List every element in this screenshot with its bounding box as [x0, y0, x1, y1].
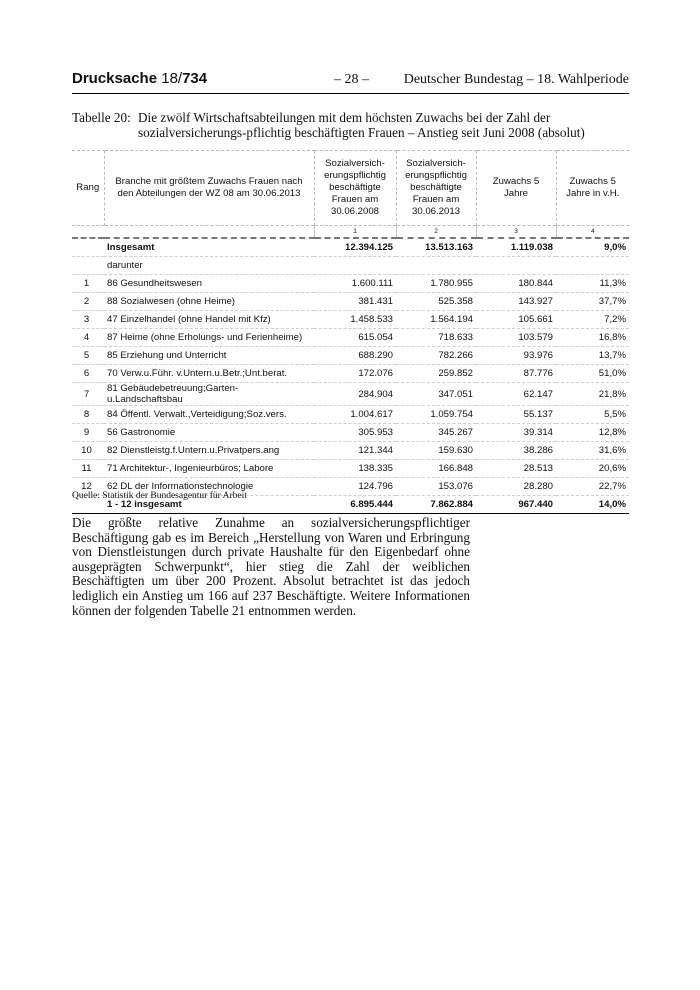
- row-branch: 81 Gebäudebetreuung;Garten-u.Landschaftsbau: [104, 383, 314, 406]
- sum-2013: 7.862.884: [396, 496, 476, 514]
- table-row: [72, 406, 629, 424]
- row-2013: 159.630: [396, 442, 476, 460]
- row-2008: 121.344: [314, 442, 396, 460]
- row-pct: 37,7%: [556, 293, 629, 311]
- table-row: [72, 442, 629, 460]
- row-diff: 87.776: [476, 365, 556, 383]
- doc-label: Drucksache: [72, 70, 158, 87]
- table-row: [72, 383, 629, 406]
- table-row: [72, 293, 629, 311]
- row-2008: 688.290: [314, 347, 396, 365]
- row-diff: 105.661: [476, 311, 556, 329]
- sum-2008: 6.895.444: [314, 496, 396, 514]
- row-2013: 166.848: [396, 460, 476, 478]
- row-branch: 88 Sozialwesen (ohne Heime): [104, 293, 314, 311]
- subheading-rank: [72, 257, 104, 275]
- row-pct: 5,5%: [556, 406, 629, 424]
- row-pct: 21,8%: [556, 383, 629, 406]
- row-pct: 51,0%: [556, 365, 629, 383]
- data-table: [72, 150, 629, 514]
- row-2013: 347.051: [396, 383, 476, 406]
- row-2013: 153.076: [396, 478, 476, 496]
- row-2008: 615.054: [314, 329, 396, 347]
- sum-label: 1 - 12 insgesamt: [104, 496, 314, 514]
- row-diff: 55.137: [476, 406, 556, 424]
- row-2013: 345.267: [396, 424, 476, 442]
- sum-diff: 967.440: [476, 496, 556, 514]
- row-2008: 138.335: [314, 460, 396, 478]
- table-row: [72, 329, 629, 347]
- header-rank: Rang: [72, 151, 104, 226]
- doc-number-prefix: 18/: [161, 70, 183, 87]
- table-row: [72, 275, 629, 293]
- table-source: Quelle: Statistik der Bundesagentur für Arbeit: [72, 491, 247, 501]
- row-diff: 143.927: [476, 293, 556, 311]
- col-number-blank: [104, 226, 314, 239]
- row-2008: 124.796: [314, 478, 396, 496]
- parliament-label: Deutscher Bundestag – 18. Wahlperiode: [403, 72, 629, 87]
- row-rank: 7: [72, 383, 104, 406]
- subheading-row: [72, 257, 629, 275]
- row-rank: 3: [72, 311, 104, 329]
- row-pct: 7,2%: [556, 311, 629, 329]
- table-caption-text: Die zwölf Wirtschaftsabteilungen mit dem höchsten Zuwachs bei der Zahl der sozialversicherungs-pflichtig beschäftigten Frauen – Anstieg seit Juni 2008 (absolut): [138, 110, 585, 140]
- total-pct: 9,0%: [556, 238, 629, 257]
- row-rank: 10: [72, 442, 104, 460]
- row-diff: 28.513: [476, 460, 556, 478]
- total-2013: 13.513.163: [396, 238, 476, 257]
- row-2013: 1.780.955: [396, 275, 476, 293]
- row-2008: 284.904: [314, 383, 396, 406]
- row-rank: 2: [72, 293, 104, 311]
- sum-pct: 14,0%: [556, 496, 629, 514]
- header-2013: Sozialversich-erungspflichtig beschäftigte Frauen am 30.06.2013: [396, 151, 476, 226]
- total-diff: 1.119.038: [476, 238, 556, 257]
- header-growth: Zuwachs 5 Jahre: [476, 151, 556, 226]
- row-2013: 718.633: [396, 329, 476, 347]
- subheading-label: darunter: [104, 257, 314, 275]
- row-branch: 86 Gesundheitswesen: [104, 275, 314, 293]
- table-row: [72, 460, 629, 478]
- row-pct: 11,3%: [556, 275, 629, 293]
- header-2008: Sozialversich-erungspflichtig beschäftigte Frauen am 30.06.2008: [314, 151, 396, 226]
- col-number: 3: [476, 226, 556, 239]
- row-diff: 103.579: [476, 329, 556, 347]
- table-caption-label: Tabelle 20:: [72, 110, 131, 125]
- page-number: – 28 –: [334, 72, 369, 87]
- header-growth-pct: Zuwachs 5 Jahre in v.H.: [556, 151, 629, 226]
- row-branch: 56 Gastronomie: [104, 424, 314, 442]
- row-diff: 38.286: [476, 442, 556, 460]
- row-pct: 13,7%: [556, 347, 629, 365]
- row-rank: 4: [72, 329, 104, 347]
- row-2013: 525.358: [396, 293, 476, 311]
- total-label: Insgesamt: [104, 238, 314, 257]
- row-pct: 31,6%: [556, 442, 629, 460]
- doc-id: [72, 70, 207, 87]
- row-diff: 39.314: [476, 424, 556, 442]
- row-branch: 62 DL der Informationstechnologie: [104, 478, 314, 496]
- row-rank: 9: [72, 424, 104, 442]
- row-diff: 28.280: [476, 478, 556, 496]
- row-rank: 1: [72, 275, 104, 293]
- row-rank: 12: [72, 478, 104, 496]
- row-2013: 782.266: [396, 347, 476, 365]
- row-branch: 82 Dienstleistg.f.Untern.u.Privatpers.ang: [104, 442, 314, 460]
- table-row: [72, 424, 629, 442]
- row-rank: 5: [72, 347, 104, 365]
- row-pct: 12,8%: [556, 424, 629, 442]
- col-number: 2: [396, 226, 476, 239]
- total-rank: [72, 238, 104, 257]
- row-2008: 1.600.111: [314, 275, 396, 293]
- row-branch: 71 Architektur-, Ingenieurbüros; Labore: [104, 460, 314, 478]
- total-2008: 12.394.125: [314, 238, 396, 257]
- row-2008: 381.431: [314, 293, 396, 311]
- col-number: 4: [556, 226, 629, 239]
- row-branch: 87 Heime (ohne Erholungs- und Ferienheime): [104, 329, 314, 347]
- row-2013: 259.852: [396, 365, 476, 383]
- row-pct: 16,8%: [556, 329, 629, 347]
- row-diff: 93.976: [476, 347, 556, 365]
- row-diff: 180.844: [476, 275, 556, 293]
- row-2013: 1.564.194: [396, 311, 476, 329]
- table-row: [72, 347, 629, 365]
- row-pct: 20,6%: [556, 460, 629, 478]
- row-2008: 1.004.617: [314, 406, 396, 424]
- total-row: [72, 238, 629, 257]
- row-2013: 1.059.754: [396, 406, 476, 424]
- row-rank: 11: [72, 460, 104, 478]
- header-branch: Branche mit größtem Zuwachs Frauen nach den Abteilungen der WZ 08 am 30.06.2013: [104, 151, 314, 226]
- row-pct: 22,7%: [556, 478, 629, 496]
- row-branch: 70 Verw.u.Führ. v.Untern.u.Betr.;Unt.berat.: [104, 365, 314, 383]
- row-diff: 62.147: [476, 383, 556, 406]
- doc-number-suffix: 734: [182, 70, 208, 87]
- row-branch: 84 Öffentl. Verwalt.,Verteidigung;Soz.vers.: [104, 406, 314, 424]
- row-2008: 305.953: [314, 424, 396, 442]
- col-number: 1: [314, 226, 396, 239]
- row-branch: 47 Einzelhandel (ohne Handel mit Kfz): [104, 311, 314, 329]
- col-number-blank: [72, 226, 104, 239]
- row-2008: 1.458.533: [314, 311, 396, 329]
- row-2008: 172.076: [314, 365, 396, 383]
- row-rank: 6: [72, 365, 104, 383]
- table-row: [72, 311, 629, 329]
- table-row: [72, 365, 629, 383]
- row-rank: 8: [72, 406, 104, 424]
- body-paragraph: Die größte relative Zunahme an sozialversicherungspflichtiger Beschäftigung gab es im Bereich „Herstellung von Waren und Erbringung von Dienstleistungen durch private Haushalte für den Eigenbedarf ohne ausgeprägten Schwerpunkt“, hier stieg die Zahl der weiblichen Beschäftigten um über 200 Prozent. Absolut betrachtet ist das jedoch lediglich ein Anstieg um 166 auf 237 Beschäftigte. Weitere Informationen können der folgenden Tabelle 21 entnommen werden.: [72, 515, 470, 618]
- row-branch: 85 Erziehung und Unterricht: [104, 347, 314, 365]
- page-header: [72, 67, 629, 94]
